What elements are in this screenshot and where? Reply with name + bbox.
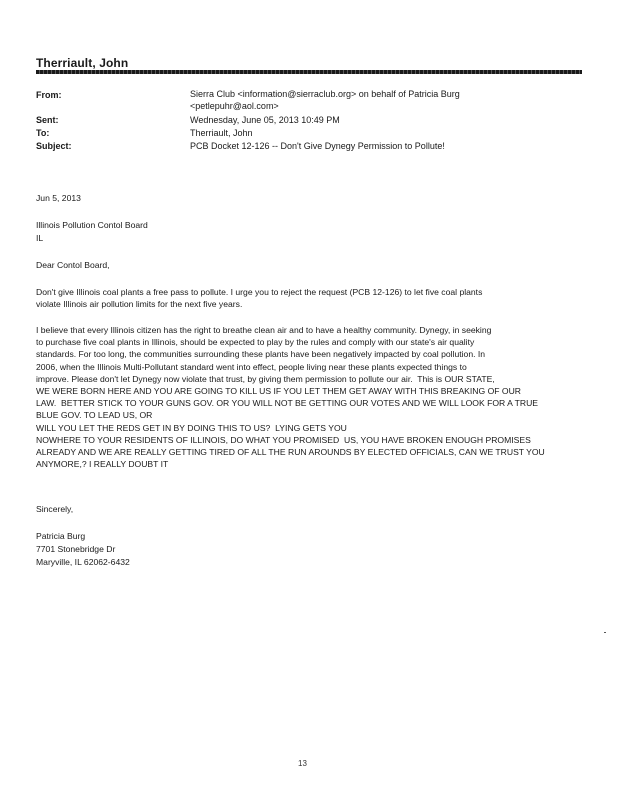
sender-name-heading: Therriault, John — [36, 56, 129, 70]
signature-address-line-2: Maryville, IL 62062-6432 — [36, 557, 130, 567]
paragraph-2: I believe that every Illinois citizen has the right to breathe clean air and to have a healthy community. Dynegy, in seeking to purchase five coal plants in Illinois, should be expected to play by the rules and comply with our state's air quality standards. For too long, the communities surrounding these plants have been negatively impacted by coal pollution. In 2006, when the Illinois Multi-Pollutant standard went into effect, people living near these plants expected things to improve. Please don't let Dynegy now violate that trust, by giving them permission to pollute our air. This is OUR STATE, WE WERE BORN HERE AND YOU ARE GOING TO KILL US IF YOU LET THEM GET AWAY WITH THIS BREAKING OF OUR LAW. BETTER STICK TO YOUR GUNS GOV. OR YOU WILL NOT BE GETTING OUR VOTES AND WE WILL LOOK FOR A TRUE BLUE GOV. TO LEAD US, OR WILL YOU LET THE REDS GET IN BY DOING THIS TO US? LYING GETS YOU NOWHERE TO YOUR RESIDENTS OF ILLINOIS, DO WHAT YOU PROMISED US, YOU HAVE BROKEN ENOUGH PROMISES ALREADY AND WE ARE REALLY GETTING TIRED OF ALL THE RUN AROUNDS BY ELECTED OFFICIALS, CAN WE TRUST YOU ANYMORE,? I REALLY DOUBT IT — [36, 325, 545, 470]
signature-address-line-1: 7701 Stonebridge Dr — [36, 544, 116, 554]
letter-date: Jun 5, 2013 — [36, 193, 81, 203]
from-value-line1: Sierra Club <information@sierraclub.org> on behalf of Patricia Burg — [190, 89, 460, 99]
sent-value: Wednesday, June 05, 2013 10:49 PM — [190, 115, 340, 125]
paragraph-1: Don't give Illinois coal plants a free pass to pollute. I urge you to reject the request (PCB 12-126) to let five coal plants violate Illinois air pollution limits for the next five years. — [36, 287, 483, 310]
margin-tick-mark — [604, 632, 606, 633]
from-label: From: — [36, 90, 62, 100]
subject-value: PCB Docket 12-126 -- Don't Give Dynegy Permission to Pollute! — [190, 141, 445, 151]
from-value-line2: <petlepuhr@aol.com> — [190, 101, 279, 111]
header-divider — [36, 70, 582, 74]
page-number: 13 — [298, 759, 307, 768]
salutation: Dear Contol Board, — [36, 260, 110, 270]
sent-label: Sent: — [36, 115, 59, 125]
recipient-line-2: IL — [36, 233, 44, 243]
subject-label: Subject: — [36, 141, 72, 151]
from-value — [190, 88, 590, 112]
to-label: To: — [36, 128, 50, 138]
to-value: Therriault, John — [190, 128, 253, 138]
closing: Sincerely, — [36, 504, 74, 514]
recipient-line-1: Illinois Pollution Contol Board — [36, 220, 148, 230]
signature-name: Patricia Burg — [36, 531, 86, 541]
